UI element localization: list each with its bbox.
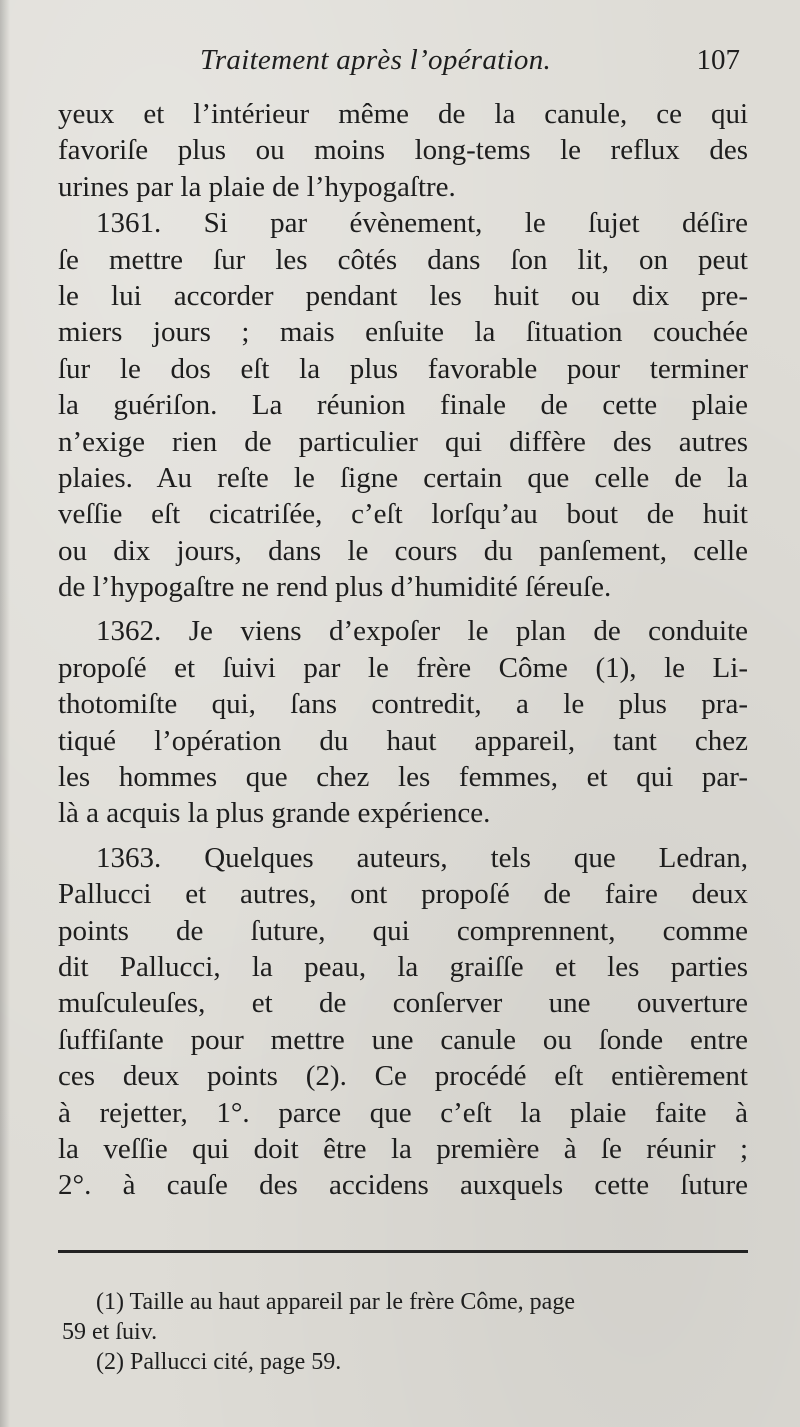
page-gutter-shadow	[0, 0, 10, 1427]
footnote-1-continuation: 59 et ſuiv.	[62, 1319, 158, 1345]
text-line: n’exige rien de particulier qui diffère des autres	[58, 425, 748, 458]
text-line: thotomiſte qui, ſans contredit, a le plus pra-	[58, 688, 748, 721]
paragraph-gap	[58, 832, 748, 840]
page-header	[60, 44, 750, 84]
text-line: propoſé et ſuivi par le frère Côme (1), le Li-	[58, 651, 748, 684]
text-line: ou dix jours, dans le cours du panſement, celle	[58, 534, 748, 567]
paragraph-1362-first-line: 1362. Je viens d’expoſer le plan de conduite	[96, 615, 748, 648]
text-line: ces deux points (2). Ce procédé eſt entièrement	[58, 1060, 748, 1093]
text-line: plaies. Au reſte le ſigne certain que celle de la	[58, 461, 748, 494]
text-line: favoriſe plus ou moins long-tems le reflux des	[58, 134, 748, 167]
footnote-1: (1) Taille au haut appareil par le frère Côme, page	[96, 1289, 575, 1315]
text-line: la veſſie qui doit être la première à ſe réunir ;	[58, 1132, 748, 1165]
footnote-separator	[58, 1250, 748, 1253]
text-line: tiqué l’opération du haut appareil, tant chez	[58, 724, 748, 757]
text-line: muſculeuſes, et de conſerver une ouverture	[58, 987, 748, 1020]
text-line: urines par la plaie de l’hypogaſtre.	[58, 170, 456, 203]
text-line: la guériſon. La réunion finale de cette plaie	[58, 389, 748, 422]
text-line: ſur le dos eſt la plus favorable pour terminer	[58, 352, 748, 385]
text-line: points de ſuture, qui comprennent, comme	[58, 914, 748, 947]
text-line: ſe mettre ſur les côtés dans ſon lit, on peut	[58, 243, 748, 276]
text-line: ſuffiſante pour mettre une canule ou ſonde entre	[58, 1023, 748, 1056]
body-text	[58, 96, 748, 1204]
paragraph-1361-first-line: 1361. Si par évènement, le ſujet déſire	[96, 207, 748, 240]
page-number: 107	[696, 44, 740, 76]
paragraph-1363-first-line: 1363. Quelques auteurs, tels que Ledran,	[96, 841, 748, 874]
running-title: Traitement après l’opération.	[200, 44, 552, 76]
text-line: veſſie eſt cicatriſée, c’eſt lorſqu’au bout de huit	[58, 498, 748, 531]
text-line: à rejetter, 1°. parce que c’eſt la plaie faite à	[58, 1096, 748, 1129]
text-line: de l’hypogaſtre ne rend plus d’humidité ſéreuſe.	[58, 571, 612, 604]
text-line: 2°. à cauſe des accidens auxquels cette ſuture	[58, 1169, 748, 1202]
footnotes	[62, 1287, 752, 1377]
text-line: miers jours ; mais enſuite la ſituation couchée	[58, 316, 748, 349]
text-line: yeux et l’intérieur même de la canule, ce qui	[58, 98, 748, 130]
text-line: là a acquis la plus grande expérience.	[58, 797, 491, 830]
text-line: Pallucci et autres, ont propoſé de faire deux	[58, 878, 748, 911]
paragraph-gap	[58, 605, 748, 613]
text-line: le lui accorder pendant les huit ou dix pre-	[58, 279, 748, 312]
text-line: les hommes que chez les femmes, et qui par-	[58, 761, 748, 794]
text-line: dit Pallucci, la peau, la graiſſe et les parties	[58, 950, 748, 983]
footnote-2: (2) Pallucci cité, page 59.	[96, 1349, 342, 1375]
